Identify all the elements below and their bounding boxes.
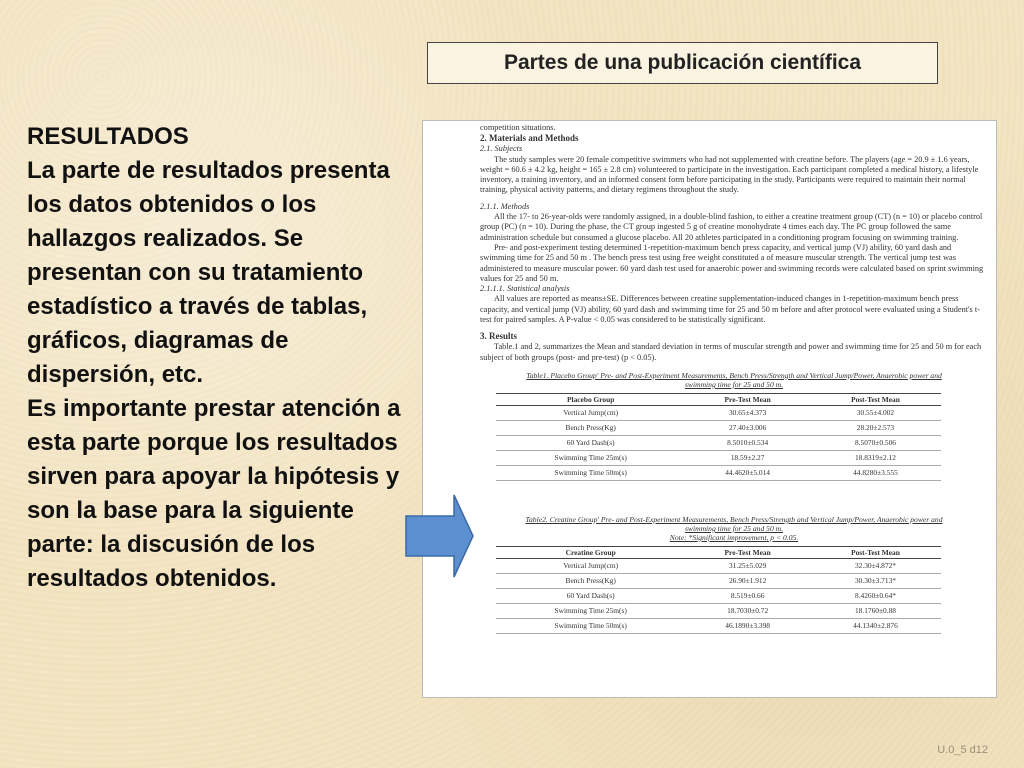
table-row [496,573,941,588]
table2-header-row [496,546,941,558]
paper-section-materials: 2. Materials and Methods [480,133,579,144]
right-arrow-icon [405,494,475,578]
table-cell: 44.4620±5.014 [685,465,810,480]
table-row [496,558,941,573]
paper-subsection-methods: 2.1.1. Methods [480,201,530,211]
table2-header-cell: Pre-Test Mean [685,546,810,558]
table-cell: 31.25±5.029 [685,558,810,573]
table-cell: 8.4260±0.64* [810,588,941,603]
table1-header-cell: Pre-Test Mean [685,393,810,405]
table-row [496,405,941,420]
table-row [496,465,941,480]
table-cell: 18.59±2.27 [685,450,810,465]
table-cell: 27.40±3.006 [685,420,810,435]
table-cell: Bench Press(Kg) [496,573,685,588]
table-row [496,435,941,450]
table2-caption-line2: swimming time for 25 and 50 m. [684,523,784,533]
table-row [496,618,941,633]
paper-statistics-text: All values are reported as means±SE. Differences between creatine supplementation-induced changes in 1-repetition-maximum bench press capacity, and vertical jump (VJ) ability, 60 yard dash and swimming time for 25 and 50 m before and after protocol were evaluated using a Student's t-test for paired samples. A P-value < 0.05 was considered to be statistically significant. [480,294,980,325]
paper-subsection-subjects: 2.1. Subjects [480,144,523,154]
table2-header-cell: Creatine Group [496,546,685,558]
table-cell: 44.1340±2.876 [810,618,941,633]
table-cell: 46.1890±3.398 [685,618,810,633]
table-cell: 8.5010±0.534 [685,435,810,450]
paper-methods-text-1: All the 17- to 26-year-olds were randomly assigned, in a double-blind fashion, to either a creatine treatment group (CT) (n = 10) or placebo control group (PC) (n = 10). During the phase, the CT group ingested 5 g of creatine monohydrate 4 times each day. The PC group followed the same administration schedule but consumed a glucose placebo. All 20 athletes participated in a conditioning program focusing on swimming training. [480,212,983,242]
table2-block [480,515,988,634]
table-cell: Swimming Time 25m(s) [496,603,685,618]
results-heading: RESULTADOS [27,123,189,150]
table-cell: 60 Yard Dash(s) [496,588,685,603]
table-cell: Swimming Time 50m(s) [496,465,685,480]
results-paragraph-1: La parte de resultados presenta los datos obtenidos o los hallazgos realizados. Se presentan con su tratamiento estadístico a través de tablas, gráficos, diagramas de dispersión, etc. [27,157,390,388]
table-cell: 8.5070±0.506 [810,435,941,450]
table-cell: 26.90±1.912 [685,573,810,588]
paper-subjects-text: The study samples were 20 female competitive swimmers who had not supplemented with creatine before. The players (age = 20.9 ± 1.6 years, weight = 60.6 ± 4.2 kg, height = 165 ± 2.8 cm) volunteered to participate in the investigation. Each participant completed a medical history, a lifestyle inventory, a training inventory, and an informed consent form before participating in the study. Participants were required to maintain their normal training, physical activity patterns, and dietary regimens throughout the study. [480,154,979,195]
results-text-block [27,120,417,596]
slide-title: Partes de una publicación científica [427,42,938,84]
table-cell: Vertical Jump(cm) [496,558,685,573]
table-cell: 30.65±4.373 [685,405,810,420]
table1-caption-line1: Table1. Placebo Group' Pre- and Post-Experiment Measurements, Bench Press/Strength and Vertical Jump/Power, Anaerobic power and [526,370,942,380]
paper-section-results: 3. Results [480,331,518,342]
paper-results-text: Table.1 and 2, summarizes the Mean and standard deviation in terms of muscular strength and power and swimming time for 25 and 50 m for each subject of both groups (post- and pre-test) (p < 0.05). [480,342,982,362]
table1-block [480,371,988,481]
table-cell: 18.1760±0.88 [810,603,941,618]
table1-header-row [496,393,941,405]
table-cell: 18.8319±2.12 [810,450,941,465]
paper-excerpt-image [422,120,997,698]
table1 [496,393,941,481]
table1-header-cell: Placebo Group [496,393,685,405]
paper-subsection-statistics: 2.1.1.1. Statistical analysis [480,284,570,294]
results-paragraph-2: Es importante prestar atención a esta parte porque los resultados sirven para apoyar la hipótesis y son la base para la siguiente parte: la discusión de los resultados obtenidos. [27,395,401,592]
table-cell: 18.7030±0.72 [685,603,810,618]
table1-header-cell: Post-Test Mean [810,393,941,405]
table-cell: 30.30±3.713* [810,573,941,588]
table-cell: Bench Press(Kg) [496,420,685,435]
table-row [496,420,941,435]
table-cell: 30.55±4.002 [810,405,941,420]
table-cell: 44.8280±3.555 [810,465,941,480]
table-cell: 32.30±4.872* [810,558,941,573]
table-row [496,588,941,603]
table2-caption-line1: Table2. Creatine Group' Pre- and Post-Experiment Measurements, Bench Press/Strength and Vertical Jump/Power, Anaerobic power and [525,514,943,524]
table-cell: 60 Yard Dash(s) [496,435,685,450]
table-row [496,603,941,618]
paper-lead-line: competition situations. [480,123,556,132]
table-cell: Vertical Jump(cm) [496,405,685,420]
table1-caption-line2: swimming time for 25 and 50 m. [684,379,784,389]
table-cell: Swimming Time 50m(s) [496,618,685,633]
table-cell: 28.20±2.573 [810,420,941,435]
table2-caption-note: Note: *Significant improvement, p < 0.05. [669,532,799,542]
table-cell: 8.519±0.66 [685,588,810,603]
table-row [496,450,941,465]
paper-methods-text-2: Pre- and post-experiment testing determined 1-repetition-maximum bench press capacity, and vertical jump (VJ) ability, 60 yard dash and swimming time for 25 and 50 m . The bench press test using free weight constituted a of measure muscular strength. The vertical jump test was administered to measure muscular power. 60 yard dash test used for anaerobic power and swimming records were calculated based on sprint swimming values for 25 and 50 m. [480,242,984,283]
table-cell: Swimming Time 25m(s) [496,450,685,465]
table2 [496,546,941,634]
table2-header-cell: Post-Test Mean [810,546,941,558]
slide-footer-code: U.0_5 d12 [937,744,988,756]
